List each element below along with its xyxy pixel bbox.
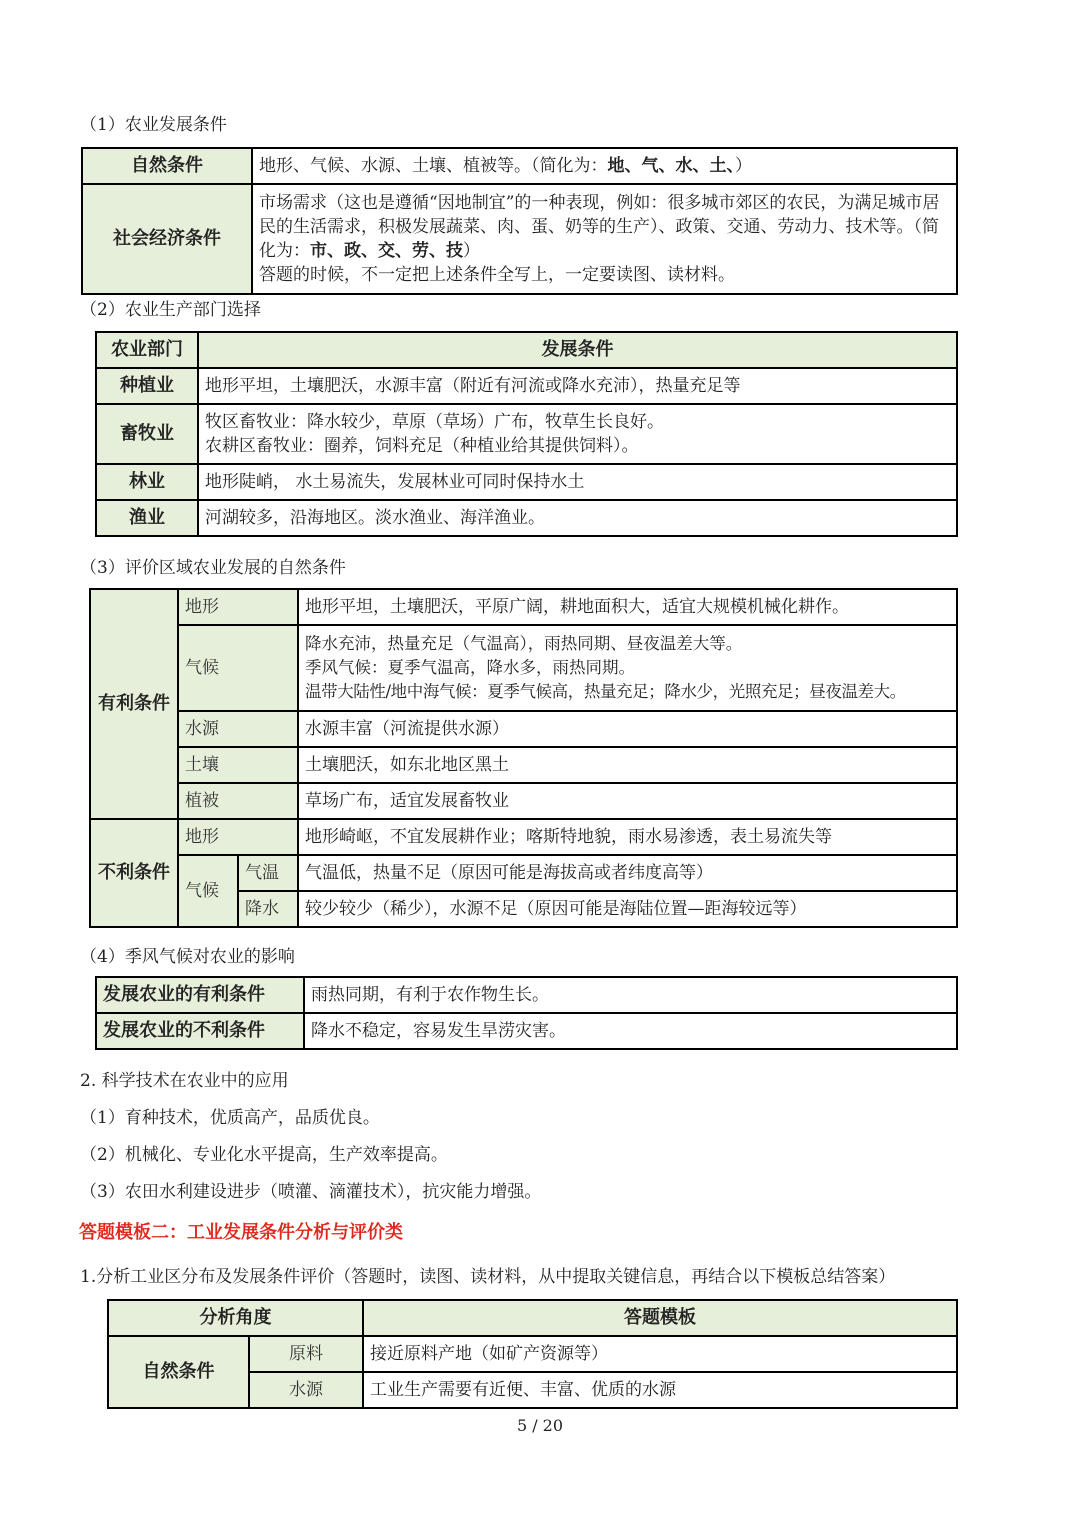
factor-text: 草场广布，适宜发展畜牧业 <box>298 783 957 819</box>
tech-item: （3）农田水利建设进步（喷灌、滴灌技术），抗灾能力增强。 <box>80 1182 542 1202</box>
factor-label: 植被 <box>178 783 298 819</box>
favorable-label: 有利条件 <box>90 589 178 819</box>
factor-text: 地形平坦，土壤肥沃，平原广阔，耕地面积大，适宜大规模机械化耕作。 <box>298 589 957 625</box>
template-2-title: 答题模板二：工业发展条件分析与评价类 <box>79 1222 403 1243</box>
subfactor-label: 原料 <box>249 1336 363 1372</box>
sector-conditions: 地形平坦，土壤肥沃，水源丰富（附近有河流或降水充沛），热量充足等 <box>198 368 957 404</box>
tech-heading: 2. 科学技术在农业中的应用 <box>80 1071 289 1091</box>
impact-text: 雨热同期，有利于农作物生长。 <box>304 977 957 1013</box>
sector-label: 渔业 <box>96 500 198 536</box>
sector-col-header: 农业部门 <box>96 332 198 368</box>
sector-label: 林业 <box>96 464 198 500</box>
page-number: 5 / 20 <box>516 1416 564 1435</box>
angle-col-header: 分析角度 <box>108 1300 363 1336</box>
factor-label: 气候 <box>178 855 238 927</box>
section-4-heading: （4）季风气候对农业的影响 <box>80 947 295 967</box>
socioeconomic-conditions-cell: 市场需求（这也是遵循“因地制宜”的一种表现，例如：很多城市郊区的农民，为满足城市居民的生活需求，积极发展蔬菜、肉、蛋、奶等的生产）、政策、交通、劳动力、技术等。（简化为：市、政、交、劳、技） 答题的时候，不一定把上述条件全写上，一定要读图、读材料。 <box>252 184 957 294</box>
section-3-heading: （3）评价区域农业发展的自然条件 <box>80 558 346 578</box>
sector-conditions: 牧区畜牧业：降水较少，草原（草场）广布，牧草生长良好。 农耕区畜牧业：圈养，饲料充足（种植业给其提供饲料）。 <box>198 404 957 464</box>
section-2-heading: （2）农业生产部门选择 <box>80 300 261 320</box>
factor-text: 土壤肥沃，如东北地区黑土 <box>298 747 957 783</box>
factor-text: 气温低，热量不足（原因可能是海拔高或者纬度高等） <box>298 855 957 891</box>
industry-analysis-table <box>107 1299 958 1409</box>
subfactor-label: 水源 <box>249 1372 363 1408</box>
template-col-header: 答题模板 <box>363 1300 957 1336</box>
subfactor-label: 气温 <box>238 855 298 891</box>
natural-group-label: 自然条件 <box>108 1336 249 1408</box>
factor-label: 地形 <box>178 819 298 855</box>
agri-sector-table <box>95 331 958 537</box>
impact-label: 发展农业的不利条件 <box>96 1013 304 1049</box>
sector-conditions: 地形陡峭， 水土易流失，发展林业可同时保持水土 <box>198 464 957 500</box>
sector-label: 种植业 <box>96 368 198 404</box>
factor-label: 水源 <box>178 711 298 747</box>
template-2-intro: 1.分析工业区分布及发展条件评价（答题时，读图、读材料，从中提取关键信息，再结合以下模板总结答案） <box>80 1267 896 1287</box>
subfactor-label: 降水 <box>238 891 298 927</box>
factor-text: 地形崎岖，不宜发展耕作业；喀斯特地貌，雨水易渗透，表土易流失等 <box>298 819 957 855</box>
sector-label: 畜牧业 <box>96 404 198 464</box>
conditions-col-header: 发展条件 <box>198 332 957 368</box>
tech-item: （2）机械化、专业化水平提高，生产效率提高。 <box>80 1145 448 1165</box>
unfavorable-label: 不利条件 <box>90 819 178 927</box>
factor-text: 降水充沛，热量充足（气温高），雨热同期、昼夜温差大等。 季风气候：夏季气温高，降水多，雨热同期。 温带大陆性/地中海气候：夏季气候高，热量充足；降水少，光照充足；昼夜温差大。 <box>298 625 957 711</box>
monsoon-impact-table <box>95 976 958 1050</box>
factor-label: 土壤 <box>178 747 298 783</box>
natural-conditions-cell: 地形、气候、水源、土壤、植被等。（简化为：地、气、水、土、） <box>252 148 957 184</box>
impact-label: 发展农业的有利条件 <box>96 977 304 1013</box>
natural-conditions-label: 自然条件 <box>82 148 252 184</box>
template-text: 接近原料产地（如矿产资源等） <box>363 1336 957 1372</box>
natural-evaluation-table <box>89 588 958 928</box>
socioeconomic-conditions-label: 社会经济条件 <box>82 184 252 294</box>
factor-label: 气候 <box>178 625 298 711</box>
factor-label: 地形 <box>178 589 298 625</box>
agri-conditions-table <box>81 147 958 295</box>
factor-text: 较少较少（稀少），水源不足（原因可能是海陆位置—距海较远等） <box>298 891 957 927</box>
factor-text: 水源丰富（河流提供水源） <box>298 711 957 747</box>
tech-item: （1）育种技术，优质高产，品质优良。 <box>80 1108 380 1128</box>
impact-text: 降水不稳定，容易发生旱涝灾害。 <box>304 1013 957 1049</box>
sector-conditions: 河湖较多，沿海地区。淡水渔业、海洋渔业。 <box>198 500 957 536</box>
template-text: 工业生产需要有近便、丰富、优质的水源 <box>363 1372 957 1408</box>
section-1-heading: （1）农业发展条件 <box>80 115 227 135</box>
